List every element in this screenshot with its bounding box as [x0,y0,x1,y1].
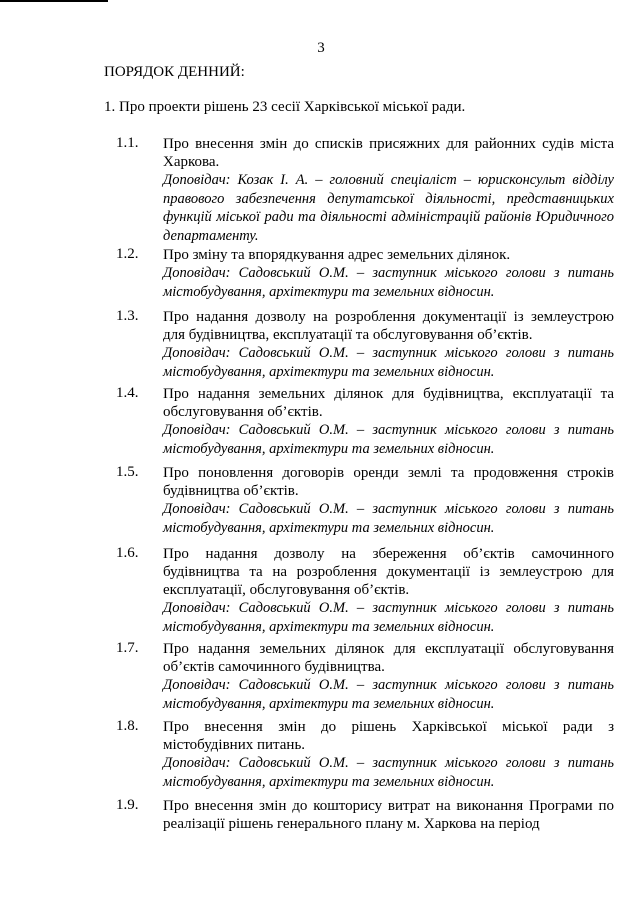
item-title: Про надання земельних ділянок для експлуатації обслуговування об’єктів самочинного будівництва. [163,641,614,675]
item-number: 1.8. [116,718,139,734]
item-title: Про надання дозволу на збереження об’єктів самочинного будівництва та на розроблення документації із землеустрою для експлуатації, обслуговування об’єктів. [163,546,614,598]
top-rule [0,0,108,2]
item-title: Про внесення змін до рішень Харківської міської ради з містобудівних питань. [163,719,614,753]
item-number: 1.7. [116,640,139,656]
agenda-item [116,640,614,713]
item-title: Про внесення змін до кошторису витрат на виконання Програми по реалізації рішень генерального плану м. Харкова на період [163,798,614,832]
item-speaker: Доповідач: Садовський О.М. – заступник міського голови з питань містобудування, архітектури та земельних відносин. [163,600,614,635]
item-number: 1.6. [116,545,139,561]
item-number: 1.4. [116,385,139,401]
item-title: Про внесення змін до списків присяжних для районних судів міста Харкова. [163,136,614,170]
agenda-item [116,464,614,537]
agenda-item [116,135,614,245]
agenda-item [116,385,614,458]
item-title: Про зміну та впорядкування адрес земельних ділянок. [163,247,511,263]
item-number: 1.1. [116,135,139,151]
agenda-item [116,308,614,381]
agenda-item [116,246,614,301]
item-number: 1.9. [116,797,139,813]
page-number: 3 [317,40,325,56]
agenda-item [116,797,614,833]
item-number: 1.2. [116,246,139,262]
agenda-item [116,718,614,791]
item-number: 1.3. [116,308,139,324]
item-speaker: Доповідач: Садовський О.М. – заступник міського голови з питань містобудування, архітектури та земельних відносин. [163,501,614,536]
item-speaker: Доповідач: Садовський О.М. – заступник міського голови з питань містобудування, архітектури та земельних відносин. [163,422,614,457]
item-speaker: Доповідач: Козак І. А. – головний спеціаліст – юрисконсульт відділу правового забезпечення депутатської діяльності, представницьких функцій міської ради та діяльності адміністрацій районів Юридичного департаменту. [163,172,614,244]
item-speaker: Доповідач: Садовський О.М. – заступник міського голови з питань містобудування, архітектури та земельних відносин. [163,677,614,712]
item-title: Про надання земельних ділянок для будівництва, експлуатації та обслуговування об’єктів. [163,386,614,420]
item-title: Про поновлення договорів оренди землі та продовження строків будівництва об’єктів. [163,465,614,499]
item-speaker: Доповідач: Садовський О.М. – заступник міського голови з питань містобудування, архітектури та земельних відносин. [163,265,614,300]
agenda-item [116,545,614,636]
item-speaker: Доповідач: Садовський О.М. – заступник міського голови з питань містобудування, архітектури та земельних відносин. [163,345,614,380]
item-speaker: Доповідач: Садовський О.М. – заступник міського голови з питань містобудування, архітектури та земельних відносин. [163,755,614,790]
item-number: 1.5. [116,464,139,480]
agenda-heading: ПОРЯДОК ДЕННИЙ: [104,64,245,80]
section-title: 1. Про проекти рішень 23 сесії Харківської міської ради. [104,99,466,115]
item-title: Про надання дозволу на розроблення документації із землеустрою для будівництва, експлуатації та обслуговування об’єктів. [163,309,614,343]
